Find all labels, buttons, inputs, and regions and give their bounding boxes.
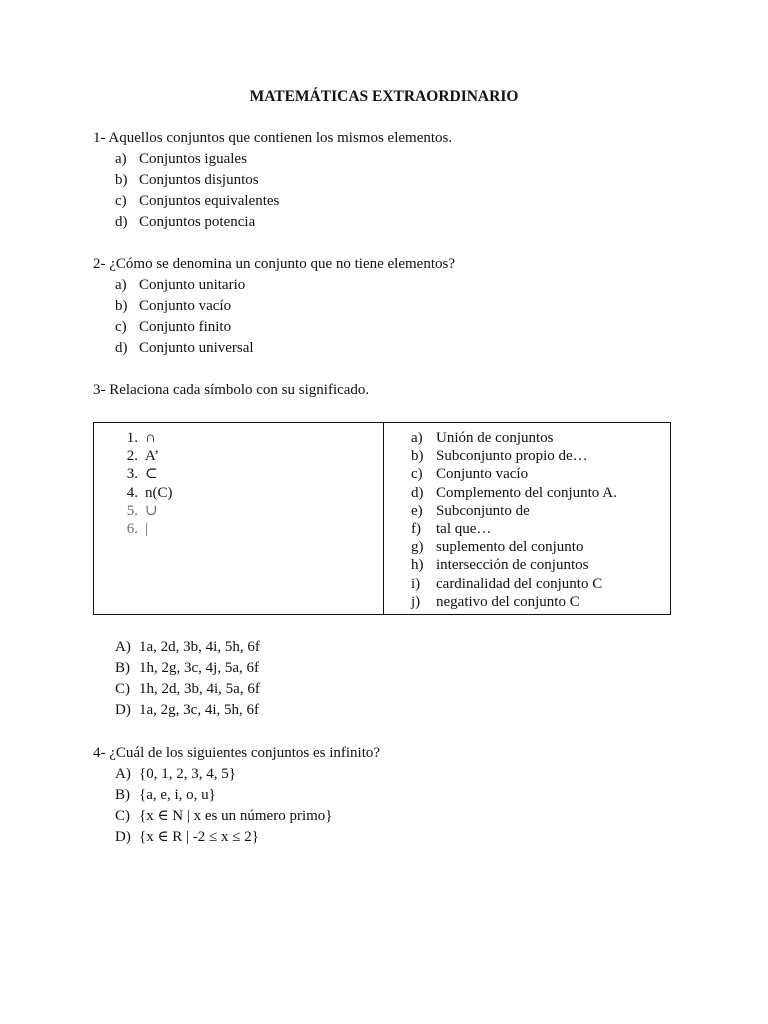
option-text: Conjuntos disjuntos [139,172,259,188]
meaning-text: negativo del conjunto C [436,593,580,610]
meaning-letter: c) [411,466,423,483]
intersection-symbol: ∩ [145,430,156,446]
meaning-text: Complemento del conjunto A. [436,484,617,501]
meaning-text: Subconjunto de [436,502,530,519]
question-3 [93,380,693,401]
option-item[interactable] [93,317,693,338]
option-text: Conjuntos iguales [139,151,247,167]
option-letter: b) [115,172,128,188]
option-item[interactable] [93,658,693,679]
option-letter: B) [115,660,130,676]
symbol-item [94,465,383,483]
option-item[interactable] [93,827,693,848]
option-item[interactable] [93,679,693,700]
option-text: Conjuntos potencia [139,214,256,230]
question-4 [93,743,693,848]
symbol-item [94,502,383,520]
option-letter: B) [115,787,130,803]
meaning-letter: f) [411,520,421,537]
meaning-item [384,556,670,574]
question-3-answers [93,637,693,721]
symbol-number: 3. [126,466,138,483]
option-text: 1h, 2d, 3b, 4i, 5a, 6f [139,681,260,697]
option-letter: A) [115,639,131,655]
question-3-stem: 3- Relaciona cada símbolo con su significado. [93,382,370,398]
option-item[interactable] [93,637,693,658]
option-item[interactable] [93,212,693,233]
option-letter: D) [115,829,131,845]
meaning-text: Unión de conjuntos [436,430,554,446]
option-letter: C) [115,808,130,824]
option-item[interactable] [93,275,693,296]
option-item[interactable] [93,170,693,191]
option-item[interactable] [93,785,693,806]
meaning-item [384,465,670,483]
meaning-letter: j) [411,593,421,610]
question-4-options [93,764,693,848]
meaning-item [384,538,670,556]
meaning-item [384,447,670,465]
meaning-letter: e) [411,502,423,519]
meaning-text: Subconjunto propio de… [436,448,588,465]
option-item[interactable] [93,700,693,721]
option-text: {a, e, i, o, u} [139,787,216,803]
symbol-number: 1. [126,430,138,446]
meaning-text: tal que… [436,520,492,537]
question-2-options [93,275,693,359]
complement-symbol: A’ [145,448,160,465]
meaning-letter: g) [411,539,424,556]
symbol-number: 5. [126,502,138,519]
cardinality-symbol: n(C) [145,484,173,501]
symbol-item [94,429,383,447]
option-letter: c) [115,319,127,335]
such-that-symbol: | [145,520,149,537]
subset-symbol: ⊂ [145,466,158,483]
option-item[interactable] [93,806,693,827]
question-1-stem: 1- Aquellos conjuntos que contienen los mismos elementos. [93,130,453,146]
option-item[interactable] [93,764,693,785]
option-letter: c) [115,193,127,209]
meaning-item [384,593,670,611]
option-text: Conjuntos equivalentes [139,193,280,209]
option-text: 1a, 2g, 3c, 4i, 5h, 6f [139,702,259,718]
meaning-letter: b) [411,448,424,465]
option-text: Conjunto universal [139,340,254,356]
symbol-number: 4. [126,484,138,501]
option-text: {x ∈ N | x es un número primo} [139,808,333,824]
option-text: {0, 1, 2, 3, 4, 5} [139,766,236,782]
question-1-options [93,149,693,233]
option-letter: b) [115,298,128,314]
option-letter: d) [115,340,128,356]
symbol-number: 6. [126,520,138,537]
symbol-item [94,447,383,465]
option-letter: a) [115,151,127,167]
question-1 [93,128,693,233]
symbol-item [94,484,383,502]
symbol-item [94,520,383,538]
option-text: Conjunto vacío [139,298,232,314]
union-symbol: ∪ [145,502,158,519]
option-letter: C) [115,681,130,697]
meaning-letter: h) [411,557,424,574]
option-text: 1a, 2d, 3b, 4i, 5h, 6f [139,639,260,655]
meaning-item [384,484,670,502]
meaning-text: cardinalidad del conjunto C [436,575,603,592]
meanings-column [384,423,670,614]
symbol-number: 2. [126,448,138,465]
option-item[interactable] [93,296,693,317]
option-letter: a) [115,277,127,293]
question-2-stem: 2- ¿Cómo se denomina un conjunto que no tiene elementos? [93,256,455,272]
option-item[interactable] [93,149,693,170]
symbols-column [94,423,384,614]
meaning-letter: a) [411,430,423,446]
option-text: Conjunto unitario [139,277,246,293]
option-letter: d) [115,214,128,230]
meaning-text: suplemento del conjunto [436,539,584,556]
matching-table [93,422,671,615]
option-item[interactable] [93,191,693,212]
question-4-stem: 4- ¿Cuál de los siguientes conjuntos es infinito? [93,745,381,761]
option-text: 1h, 2g, 3c, 4j, 5a, 6f [139,660,259,676]
meaning-text: intersección de conjuntos [436,557,589,574]
meaning-letter: i) [411,575,421,592]
page-title: MATEMÁTICAS EXTRAORDINARIO [249,88,519,105]
option-text: {x ∈ R | -2 ≤ x ≤ 2} [139,829,259,845]
option-text: Conjunto finito [139,319,232,335]
option-letter: A) [115,766,131,782]
option-item[interactable] [93,338,693,359]
meaning-item [384,520,670,538]
meaning-item [384,429,670,447]
question-2 [93,254,693,359]
meaning-item [384,502,670,520]
meaning-text: Conjunto vacío [436,466,529,483]
meaning-item [384,575,670,593]
meaning-letter: d) [411,484,424,501]
option-letter: D) [115,702,131,718]
